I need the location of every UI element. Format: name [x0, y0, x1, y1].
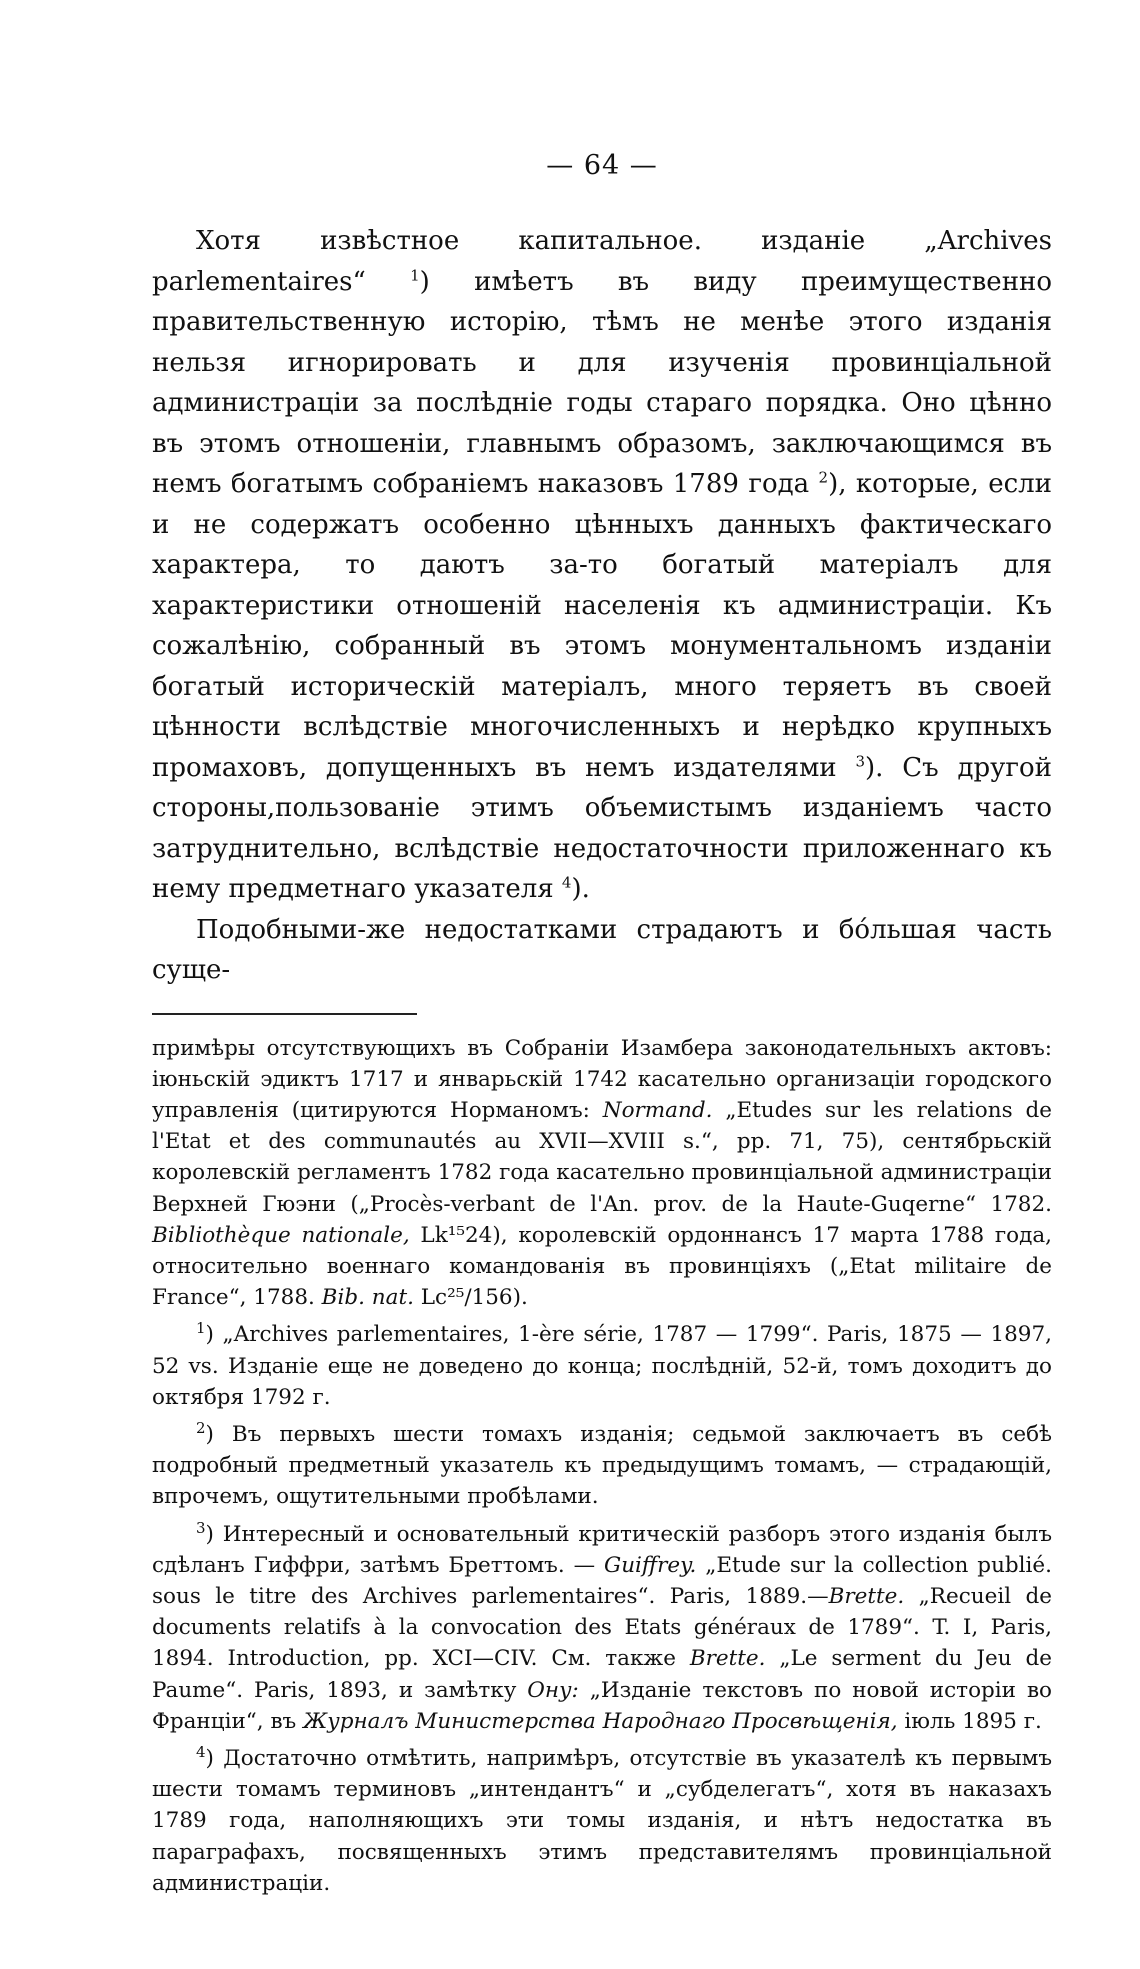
- footnote-ref-2[interactable]: 2: [818, 468, 829, 487]
- text-run: Lk¹⁵24), королевскій ордоннансъ 17 марта 1788 года, относительно военнаго командованія въ провинціяхъ („Etat militaire de France“, 1788.: [152, 1222, 1052, 1311]
- citation-author: Guiffrey.: [604, 1552, 697, 1578]
- text-run: Хотя извѣстное капитальное. изданіе „Archives parlementaires“: [152, 226, 1052, 297]
- text-run: „Recueil de documents relatifs à la convocation des Etats généraux de 1789“. T. I, Paris, 1894. Introduction, pp. XCI—CIV. См. также: [152, 1583, 1052, 1672]
- text-run: ). Съ другой стороны,пользованіе этимъ объемистымъ изданіемъ часто затруднительно, вслѣдствіе недостаточности приложеннаго къ нему предметнаго указателя: [152, 752, 1052, 904]
- main-paragraph-1: [152, 221, 1052, 910]
- footnote-2: [152, 1419, 1052, 1513]
- footnote-divider: [152, 1013, 417, 1015]
- citation-source: Bib. nat.: [321, 1285, 414, 1311]
- text-run: „Изданіе текстовъ по новой исторіи во Франціи“, въ: [152, 1677, 1052, 1734]
- page-number: — 64 —: [546, 150, 658, 181]
- footnote-text: ) Въ первыхъ шести томахъ изданія; седьмой заключаетъ въ себѣ подробный предметный указатель къ предыдущимъ томамъ, — страдающій, впрочемъ, ощутительными пробѣлами.: [152, 1421, 1052, 1510]
- text-run: ) Интересный и основательный критическій разборъ этого изданія былъ сдѣланъ Гиффри, затѣмъ Бреттомъ. —: [152, 1521, 1052, 1578]
- text-run: Lc²⁵/156).: [413, 1285, 528, 1311]
- text-run: іюль 1895 г.: [897, 1708, 1042, 1734]
- text-run: ) имѣетъ въ виду преимущественно правительственную исторію, тѣмъ не менѣе этого изданія нельзя игнорировать и для изученія провинціальной администраціи за послѣдніе годы стараго порядка. Оно цѣнно въ этомъ отношеніи, главнымъ образомъ, заключающимся въ немъ богатымъ собраніемъ наказовъ 1789 года: [152, 266, 1052, 499]
- text-run: ).: [571, 874, 590, 904]
- footnote-mark: 1: [196, 1319, 206, 1338]
- footnote-1: [152, 1319, 1052, 1413]
- citation-author: Brette.: [689, 1646, 766, 1672]
- citation-source: Bibliothèque nationale,: [152, 1222, 410, 1248]
- footnote-continuation: [152, 1033, 1052, 1314]
- footnote-ref-3[interactable]: 3: [855, 751, 865, 770]
- main-paragraph-2: Подобными-же недостатками страдаютъ и бо́льшая часть суще-: [152, 914, 1052, 985]
- footnote-mark: 4: [196, 1742, 206, 1761]
- footnote-ref-1[interactable]: 1: [410, 265, 420, 284]
- text-run: „Le serment du Jeu de Paume“. Paris, 1893, и замѣтку: [152, 1646, 1052, 1703]
- citation-author: Brette.: [828, 1583, 905, 1609]
- citation-author: Ону:: [527, 1677, 579, 1703]
- text-run: примѣры отсутствующихъ въ Собраніи Изамбера законодательныхъ актовъ: іюньскій эдиктъ 1717 и январьскій 1742 касательно организаціи городского управленія (цитируются Норманомъ:: [152, 1035, 1052, 1123]
- footnote-mark: 3: [196, 1518, 206, 1537]
- footnote-text: ) Достаточно отмѣтить, напримѣръ, отсутствіе въ указателѣ къ первымъ шести томамъ терминовъ „интендантъ“ и „субделегатъ“, хотя въ наказахъ 1789 года, наполняющихъ эти томы изданія, и нѣтъ недостатка въ параграфахъ, посвященныхъ этимъ представителямъ провинціальной администраціи.: [152, 1745, 1052, 1896]
- text-run: „Etudes sur les relations de l'Etat et des communautés au XVII—XVIII s.“, pp. 71, 75), сентябрьскій королевскій регламентъ 1782 года касательно провинціальной администраціи Верхней Гюэни („Procès-verbant de l'An. prov. de la Haute-Guqerne“ 1782.: [152, 1097, 1052, 1217]
- citation-journal: Журналъ Министерства Народнаго Просвѣщенія,: [303, 1708, 898, 1734]
- text-run: ), которые, если и не содержатъ особенно цѣнныхъ данныхъ фактическаго характера, то даютъ за-то богатый матеріалъ для характеристики отношеній населенія къ администраціи. Къ сожалѣнію, собранный въ этомъ монументальномъ изданіи богатый историческій матеріалъ, много теряетъ въ своей цѣнности вслѣдствіе многочисленныхъ и нерѣдко крупныхъ промаховъ, допущенныхъ въ немъ издателями: [152, 469, 1052, 783]
- footnote-3: [152, 1519, 1052, 1737]
- footnote-4: [152, 1743, 1052, 1899]
- footnote-mark: 2: [196, 1418, 206, 1437]
- page: [152, 150, 1052, 1905]
- text-run: „Etude sur la collection publié. sous le titre des Archives parlementaires“. Paris, 1889.—: [152, 1552, 1052, 1609]
- citation-author: Normand.: [602, 1097, 713, 1123]
- footnote-text: ) „Archives parlementaires, 1-ère série, 1787 — 1799“. Paris, 1875 — 1897, 52 vs. Изданіе еще не доведено до конца; послѣдній, 52-й, томъ доходитъ до октября 1792 г.: [152, 1322, 1052, 1410]
- footnote-ref-4[interactable]: 4: [561, 873, 572, 892]
